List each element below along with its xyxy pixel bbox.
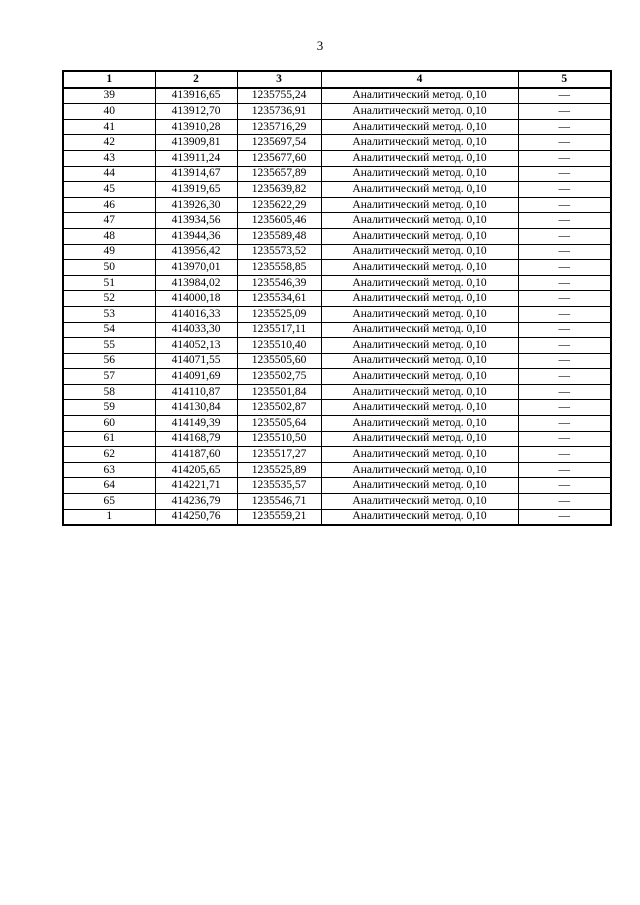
column-header: 3 — [237, 71, 321, 88]
table-row — [63, 306, 611, 322]
table-row — [63, 228, 611, 244]
point-number-cell: 65 — [63, 494, 155, 510]
method-accuracy-cell: Аналитический метод. 0,10 — [321, 369, 518, 385]
y-coordinate-cell: 1235716,29 — [237, 119, 321, 135]
x-coordinate-cell: 413910,28 — [155, 119, 237, 135]
table-row — [63, 431, 611, 447]
table-row — [63, 353, 611, 369]
y-coordinate-cell: 1235546,71 — [237, 494, 321, 510]
method-accuracy-cell: Аналитический метод. 0,10 — [321, 322, 518, 338]
description-cell: — — [518, 119, 611, 135]
table-row — [63, 369, 611, 385]
point-number-cell: 57 — [63, 369, 155, 385]
method-accuracy-cell: Аналитический метод. 0,10 — [321, 135, 518, 151]
description-cell: — — [518, 431, 611, 447]
method-accuracy-cell: Аналитический метод. 0,10 — [321, 213, 518, 229]
point-number-cell: 54 — [63, 322, 155, 338]
method-accuracy-cell: Аналитический метод. 0,10 — [321, 353, 518, 369]
method-accuracy-cell: Аналитический метод. 0,10 — [321, 88, 518, 104]
point-number-cell: 63 — [63, 462, 155, 478]
table-row — [63, 88, 611, 104]
method-accuracy-cell: Аналитический метод. 0,10 — [321, 478, 518, 494]
x-coordinate-cell: 414149,39 — [155, 416, 237, 432]
table-row — [63, 400, 611, 416]
x-coordinate-cell: 413926,30 — [155, 197, 237, 213]
y-coordinate-cell: 1235622,29 — [237, 197, 321, 213]
y-coordinate-cell: 1235510,50 — [237, 431, 321, 447]
point-number-cell: 64 — [63, 478, 155, 494]
x-coordinate-cell: 414110,87 — [155, 384, 237, 400]
x-coordinate-cell: 414236,79 — [155, 494, 237, 510]
description-cell: — — [518, 338, 611, 354]
point-number-cell: 1 — [63, 509, 155, 525]
table-row — [63, 478, 611, 494]
y-coordinate-cell: 1235505,64 — [237, 416, 321, 432]
y-coordinate-cell: 1235589,48 — [237, 228, 321, 244]
method-accuracy-cell: Аналитический метод. 0,10 — [321, 150, 518, 166]
point-number-cell: 46 — [63, 197, 155, 213]
method-accuracy-cell: Аналитический метод. 0,10 — [321, 509, 518, 525]
x-coordinate-cell: 414052,13 — [155, 338, 237, 354]
description-cell: — — [518, 88, 611, 104]
x-coordinate-cell: 414130,84 — [155, 400, 237, 416]
point-number-cell: 43 — [63, 150, 155, 166]
table-row — [63, 462, 611, 478]
point-number-cell: 45 — [63, 182, 155, 198]
y-coordinate-cell: 1235525,89 — [237, 462, 321, 478]
x-coordinate-cell: 414187,60 — [155, 447, 237, 463]
method-accuracy-cell: Аналитический метод. 0,10 — [321, 244, 518, 260]
method-accuracy-cell: Аналитический метод. 0,10 — [321, 462, 518, 478]
y-coordinate-cell: 1235573,52 — [237, 244, 321, 260]
description-cell: — — [518, 228, 611, 244]
y-coordinate-cell: 1235697,54 — [237, 135, 321, 151]
y-coordinate-cell: 1235535,57 — [237, 478, 321, 494]
y-coordinate-cell: 1235505,60 — [237, 353, 321, 369]
description-cell: — — [518, 462, 611, 478]
x-coordinate-cell: 414205,65 — [155, 462, 237, 478]
table-row — [63, 260, 611, 276]
point-number-cell: 61 — [63, 431, 155, 447]
page-number: 3 — [316, 38, 324, 53]
y-coordinate-cell: 1235534,61 — [237, 291, 321, 307]
point-number-cell: 40 — [63, 104, 155, 120]
method-accuracy-cell: Аналитический метод. 0,10 — [321, 291, 518, 307]
description-cell: — — [518, 275, 611, 291]
y-coordinate-cell: 1235517,11 — [237, 322, 321, 338]
method-accuracy-cell: Аналитический метод. 0,10 — [321, 416, 518, 432]
table-row — [63, 119, 611, 135]
method-accuracy-cell: Аналитический метод. 0,10 — [321, 306, 518, 322]
table-row — [63, 135, 611, 151]
y-coordinate-cell: 1235502,87 — [237, 400, 321, 416]
point-number-cell: 56 — [63, 353, 155, 369]
method-accuracy-cell: Аналитический метод. 0,10 — [321, 119, 518, 135]
table-header-row — [63, 71, 611, 88]
x-coordinate-cell: 414091,69 — [155, 369, 237, 385]
x-coordinate-cell: 414071,55 — [155, 353, 237, 369]
x-coordinate-cell: 413984,02 — [155, 275, 237, 291]
description-cell: — — [518, 306, 611, 322]
y-coordinate-cell: 1235558,85 — [237, 260, 321, 276]
point-number-cell: 59 — [63, 400, 155, 416]
x-coordinate-cell: 414250,76 — [155, 509, 237, 525]
method-accuracy-cell: Аналитический метод. 0,10 — [321, 104, 518, 120]
x-coordinate-cell: 413956,42 — [155, 244, 237, 260]
description-cell: — — [518, 150, 611, 166]
description-cell: — — [518, 182, 611, 198]
point-number-cell: 47 — [63, 213, 155, 229]
column-header: 1 — [63, 71, 155, 88]
method-accuracy-cell: Аналитический метод. 0,10 — [321, 431, 518, 447]
method-accuracy-cell: Аналитический метод. 0,10 — [321, 260, 518, 276]
x-coordinate-cell: 414000,18 — [155, 291, 237, 307]
x-coordinate-cell: 413914,67 — [155, 166, 237, 182]
column-header: 4 — [321, 71, 518, 88]
x-coordinate-cell: 413911,24 — [155, 150, 237, 166]
table-row — [63, 416, 611, 432]
method-accuracy-cell: Аналитический метод. 0,10 — [321, 228, 518, 244]
y-coordinate-cell: 1235501,84 — [237, 384, 321, 400]
x-coordinate-cell: 414168,79 — [155, 431, 237, 447]
method-accuracy-cell: Аналитический метод. 0,10 — [321, 166, 518, 182]
description-cell: — — [518, 384, 611, 400]
description-cell: — — [518, 291, 611, 307]
table-row — [63, 509, 611, 525]
table-row — [63, 494, 611, 510]
description-cell: — — [518, 166, 611, 182]
y-coordinate-cell: 1235639,82 — [237, 182, 321, 198]
column-header: 5 — [518, 71, 611, 88]
x-coordinate-cell: 413912,70 — [155, 104, 237, 120]
table-row — [63, 182, 611, 198]
point-number-cell: 62 — [63, 447, 155, 463]
table-row — [63, 166, 611, 182]
y-coordinate-cell: 1235517,27 — [237, 447, 321, 463]
method-accuracy-cell: Аналитический метод. 0,10 — [321, 338, 518, 354]
description-cell: — — [518, 494, 611, 510]
table-row — [63, 150, 611, 166]
table-row — [63, 447, 611, 463]
description-cell: — — [518, 213, 611, 229]
x-coordinate-cell: 413970,01 — [155, 260, 237, 276]
description-cell: — — [518, 244, 611, 260]
table-row — [63, 291, 611, 307]
table-row — [63, 275, 611, 291]
description-cell: — — [518, 197, 611, 213]
y-coordinate-cell: 1235736,91 — [237, 104, 321, 120]
description-cell: — — [518, 369, 611, 385]
point-number-cell: 52 — [63, 291, 155, 307]
table-row — [63, 322, 611, 338]
description-cell: — — [518, 509, 611, 525]
method-accuracy-cell: Аналитический метод. 0,10 — [321, 182, 518, 198]
y-coordinate-cell: 1235605,46 — [237, 213, 321, 229]
description-cell: — — [518, 447, 611, 463]
x-coordinate-cell: 414033,30 — [155, 322, 237, 338]
description-cell: — — [518, 104, 611, 120]
table-body — [63, 88, 611, 526]
x-coordinate-cell: 414016,33 — [155, 306, 237, 322]
point-number-cell: 39 — [63, 88, 155, 104]
point-number-cell: 49 — [63, 244, 155, 260]
method-accuracy-cell: Аналитический метод. 0,10 — [321, 494, 518, 510]
x-coordinate-cell: 413919,65 — [155, 182, 237, 198]
y-coordinate-cell: 1235657,89 — [237, 166, 321, 182]
x-coordinate-cell: 413944,36 — [155, 228, 237, 244]
method-accuracy-cell: Аналитический метод. 0,10 — [321, 384, 518, 400]
table-row — [63, 197, 611, 213]
point-number-cell: 41 — [63, 119, 155, 135]
method-accuracy-cell: Аналитический метод. 0,10 — [321, 275, 518, 291]
x-coordinate-cell: 413909,81 — [155, 135, 237, 151]
point-number-cell: 50 — [63, 260, 155, 276]
description-cell: — — [518, 353, 611, 369]
method-accuracy-cell: Аналитический метод. 0,10 — [321, 197, 518, 213]
table-row — [63, 213, 611, 229]
column-header: 2 — [155, 71, 237, 88]
y-coordinate-cell: 1235677,60 — [237, 150, 321, 166]
y-coordinate-cell: 1235546,39 — [237, 275, 321, 291]
point-number-cell: 55 — [63, 338, 155, 354]
y-coordinate-cell: 1235502,75 — [237, 369, 321, 385]
x-coordinate-cell: 413934,56 — [155, 213, 237, 229]
description-cell: — — [518, 400, 611, 416]
table-row — [63, 104, 611, 120]
point-number-cell: 48 — [63, 228, 155, 244]
y-coordinate-cell: 1235525,09 — [237, 306, 321, 322]
description-cell: — — [518, 260, 611, 276]
description-cell: — — [518, 322, 611, 338]
point-number-cell: 42 — [63, 135, 155, 151]
coordinates-table — [62, 70, 612, 526]
y-coordinate-cell: 1235510,40 — [237, 338, 321, 354]
y-coordinate-cell: 1235559,21 — [237, 509, 321, 525]
description-cell: — — [518, 416, 611, 432]
point-number-cell: 53 — [63, 306, 155, 322]
method-accuracy-cell: Аналитический метод. 0,10 — [321, 400, 518, 416]
description-cell: — — [518, 135, 611, 151]
table-row — [63, 338, 611, 354]
point-number-cell: 44 — [63, 166, 155, 182]
y-coordinate-cell: 1235755,24 — [237, 88, 321, 104]
point-number-cell: 60 — [63, 416, 155, 432]
table-row — [63, 384, 611, 400]
point-number-cell: 51 — [63, 275, 155, 291]
point-number-cell: 58 — [63, 384, 155, 400]
description-cell: — — [518, 478, 611, 494]
x-coordinate-cell: 414221,71 — [155, 478, 237, 494]
method-accuracy-cell: Аналитический метод. 0,10 — [321, 447, 518, 463]
x-coordinate-cell: 413916,65 — [155, 88, 237, 104]
table-row — [63, 244, 611, 260]
